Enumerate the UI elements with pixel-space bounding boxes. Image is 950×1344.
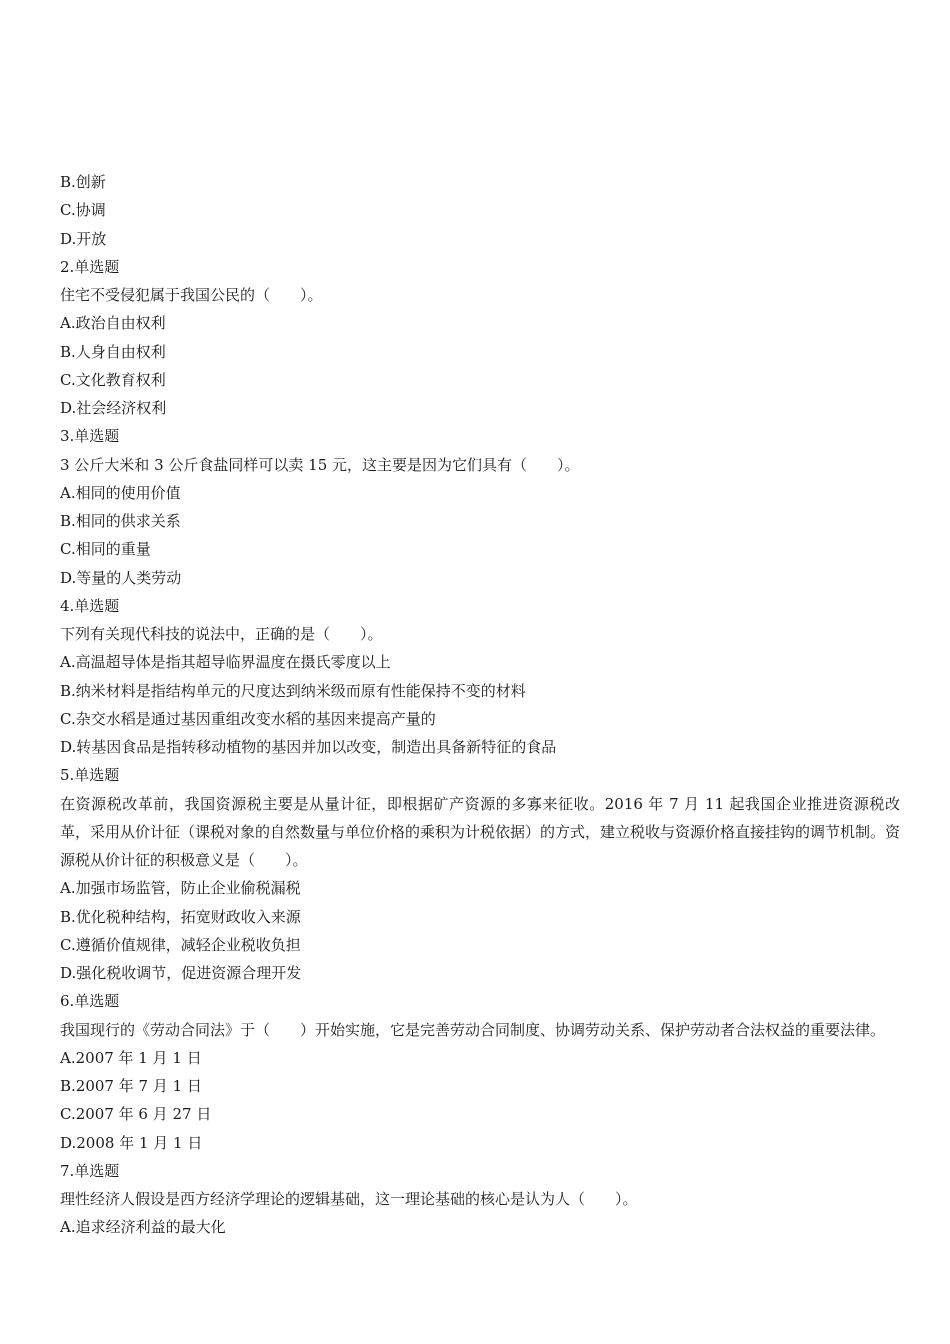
question-7 [60,1157,900,1242]
option-line: C.文化教育权利 [60,370,166,389]
option-line: B.纳米材料是指结构单元的尺度达到纳米级而原有性能保持不变的材料 [60,681,526,700]
question-stem: 下列有关现代科技的说法中，正确的是（ ）。 [60,625,383,643]
option-line: B.人身自由权利 [60,342,166,361]
option-line: D.社会经济权利 [60,399,167,417]
option-line: D.转基因食品是指转移动植物的基因并加以改变，制造出具备新特征的食品 [60,738,557,756]
option-line: B.相同的供求关系 [60,512,181,530]
question-stem: 理性经济人假设是西方经济学理论的逻辑基础，这一理论基础的核心是认为人（ ）。 [60,1190,638,1208]
option-line: A.追求经济利益的最大化 [60,1218,226,1237]
option-line: C.2007 年 6 月 27 日 [60,1105,212,1124]
question-3 [60,422,900,592]
question-stem: 3 公斤大米和 3 公斤食盐同样可以卖 15 元，这主要是因为它们具有（ ）。 [60,455,580,474]
option-line: B.创新 [60,173,106,191]
option-line: A.高温超导体是指其超导临界温度在摄氏零度以上 [60,653,391,672]
option-line: A.政治自由权利 [60,314,166,333]
exam-content [60,168,900,1242]
continued-options [60,168,900,253]
question-stem: 我国现行的《劳动合同法》于（ ）开始实施，它是完善劳动合同制度、协调劳动关系、保护劳动者合法权益的重要法律。 [60,1020,886,1039]
option-line: C.相同的重量 [60,540,151,559]
question-6 [60,987,900,1157]
question-2 [60,253,900,423]
option-line: C.遵循价值规律，减轻企业税收负担 [60,935,301,954]
question-stem: 在资源税改革前，我国资源税主要是从量计征，即根据矿产资源的多寡来征收。2016 年 7 月 11 起我国企业推进资源税改革，采用从价计征（课税对象的自然数量与单位价格的乘积为计税依据）的方式，建立税收与资源价格直接挂钩的调节机制。资源税从价计征的积极意义是（ ）。 [60,794,901,869]
question-header: 6.单选题 [60,992,120,1011]
question-header: 7.单选题 [60,1161,120,1180]
option-line: C.协调 [60,201,106,220]
option-line: D.2008 年 1 月 1 日 [60,1133,203,1152]
question-header: 4.单选题 [60,596,120,615]
option-line: B.2007 年 7 月 1 日 [60,1077,202,1095]
question-header: 2.单选题 [60,257,120,276]
option-line: D.开放 [60,229,107,248]
option-line: C.杂交水稻是通过基因重组改变水稻的基因来提高产量的 [60,709,436,728]
option-line: A.相同的使用价值 [60,483,181,502]
question-stem: 住宅不受侵犯属于我国公民的（ ）。 [60,286,323,304]
question-4 [60,592,900,762]
option-line: A.2007 年 1 月 1 日 [60,1048,202,1067]
option-line: D.等量的人类劳动 [60,568,182,587]
option-line: B.优化税种结构，拓宽财政收入来源 [60,907,301,926]
question-5 [60,761,900,987]
question-header: 5.单选题 [60,766,120,785]
question-header: 3.单选题 [60,427,120,446]
option-line: A.加强市场监管，防止企业偷税漏税 [60,879,301,898]
option-line: D.强化税收调节，促进资源合理开发 [60,964,302,982]
